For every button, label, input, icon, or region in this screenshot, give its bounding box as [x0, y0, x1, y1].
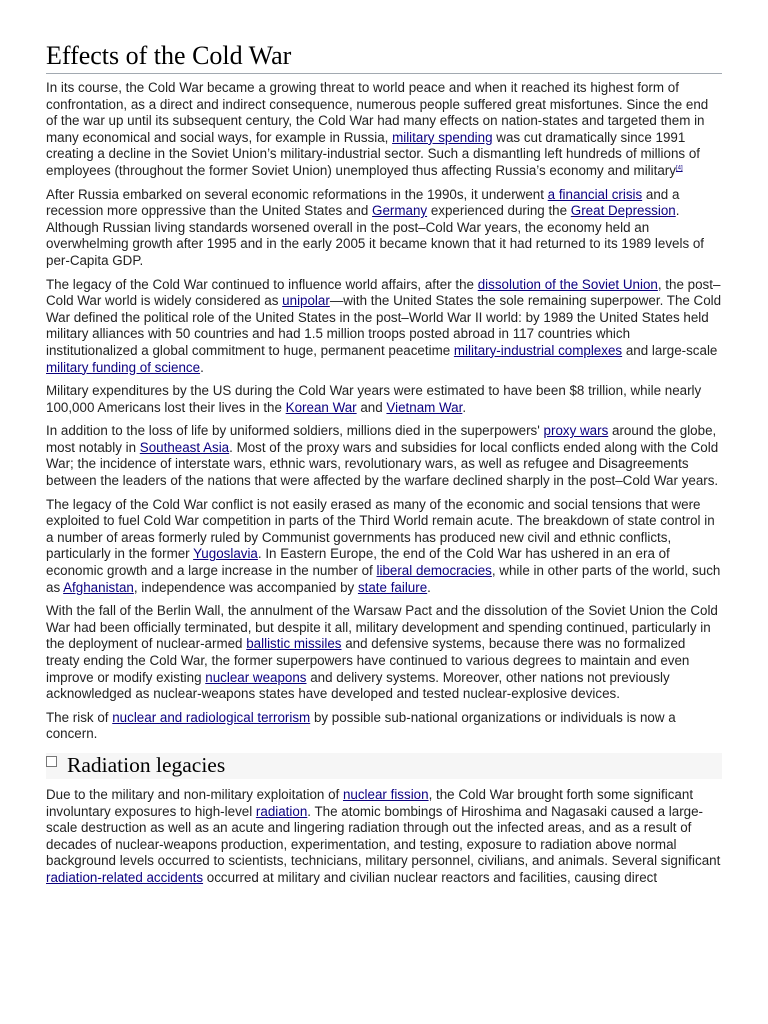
- text: and defensive systems, because there was no formalized treaty ending the Cold War, the former superpowers have continued to various degrees to maintain and even improve or modify existing: [46, 636, 690, 685]
- text: . Most of the proxy wars and subsidies for local conflicts ended along with the Cold War; the incidence of interstate wars, ethnic wars, revolutionary wars, as well as refugee and Disagreements between the leaders of the nations that were affected by the warfare declined sharply in the post–Cold War years.: [46, 439, 719, 489]
- text: Due to the military and non-military exploitation of: [46, 786, 343, 802]
- text: The legacy of the Cold War continued to influence world affairs, after the: [46, 276, 478, 292]
- link-dissolution-soviet-union[interactable]: dissolution of the Soviet Union: [477, 276, 658, 292]
- link-liberal-democracies[interactable]: liberal democracies: [376, 563, 492, 579]
- paragraph-4: [46, 383, 722, 416]
- link-afghanistan[interactable]: Afghanistan: [63, 579, 134, 595]
- text: After Russia embarked on several economic reformations in the 1990s, it underwent: [46, 186, 548, 202]
- text: occurred at military and civilian nuclear reactors and facilities, causing direct: [203, 869, 658, 885]
- link-proxy-wars[interactable]: proxy wars: [543, 423, 609, 439]
- link-nuclear-weapons[interactable]: nuclear weapons: [205, 669, 307, 685]
- link-nuclear-radiological-terrorism[interactable]: nuclear and radiological terrorism: [112, 709, 311, 725]
- text: experienced during the: [427, 203, 571, 219]
- text: was cut dramatically since 1991 creating a decline in the Soviet Union’s military-industrial sector. Such a dismantling left hundreds of millions of employees (throughout the former Soviet Union) unemployed thus affecting Russia’s economy and military: [46, 129, 700, 178]
- page-title: Effects of the Cold War: [46, 40, 722, 74]
- text: . The atomic bombings of Hiroshima and Nagasaki caused a large-scale destruction as well as an acute and lingering radiation through out the infected areas, and as a result of decades of nuclear-weapons production, experimentation, and testing, exposure to radiation above normal background levels occurred to scientists, technicians, military personnel, civilians, and animals. Several significant: [46, 803, 721, 869]
- text: by possible sub-national organizations or individuals is now a concern.: [46, 709, 676, 742]
- link-radiation-related-accidents[interactable]: radiation-related accidents: [46, 869, 204, 885]
- paragraph-2: [46, 187, 722, 270]
- link-korean-war[interactable]: Korean War: [285, 399, 357, 415]
- paragraph-7: [46, 603, 722, 703]
- link-radiation[interactable]: radiation: [255, 803, 308, 819]
- text: around the globe, most notably in: [46, 423, 717, 455]
- link-southeast-asia[interactable]: Southeast Asia: [139, 439, 230, 455]
- link-military-funding-of-science[interactable]: military funding of science: [46, 359, 201, 375]
- link-yugoslavia[interactable]: Yugoslavia: [193, 546, 258, 562]
- paragraph-3: [46, 277, 722, 377]
- text: and: [356, 399, 387, 415]
- text: Military expenditures by the US during the Cold War years were estimated to have been $8 trillion, while nearly 100,000 Americans lost their lives in the: [46, 383, 702, 415]
- text: and a recession more oppressive than the United States and: [46, 186, 680, 219]
- text: . Although Russian living standards worsened overall in the post–Cold War years, the economy held an overwhelming growth after 1995 and in the early 2005 it became known that it had returned to its 1989 levels of per-Capita GDP.: [46, 203, 705, 268]
- link-state-failure[interactable]: state failure: [357, 579, 428, 595]
- text: and large-scale: [622, 342, 718, 358]
- text: , while in other parts of the world, such as: [46, 563, 721, 595]
- section-heading-radiation-legacies: [46, 753, 722, 779]
- text: The risk of: [46, 709, 113, 725]
- text: . In Eastern Europe, the end of the Cold War has ushered in an era of economic growth and a large increase in the number of: [46, 546, 670, 579]
- text: , independence was accompanied by: [133, 579, 358, 595]
- text: , the Cold War brought forth some significant involuntary exposures to high-level: [46, 786, 694, 819]
- link-germany[interactable]: Germany: [372, 203, 428, 219]
- text: , the post–Cold War world is widely considered as: [46, 276, 721, 309]
- paragraph-5: [46, 423, 722, 489]
- paragraph-1: [46, 80, 722, 180]
- link-military-spending[interactable]: military spending: [392, 129, 493, 145]
- text: and delivery systems. Moreover, other nations not previously acknowledged as nuclear-weapons states have developed and tested nuclear-explosive devices.: [46, 669, 670, 702]
- text: In its course, the Cold War became a growing threat to world peace and when it reached its highest form of confrontation, as a direct and indirect consequence, numerous people suffered great misfortunes. Since the end of the war up until its subsequent century, the Cold War had many effects on nation-states and targeted them in many economical and social ways, for example in Russia,: [46, 80, 709, 145]
- paragraph-6: [46, 497, 722, 597]
- section-title: Radiation legacies: [67, 753, 226, 778]
- text: .: [462, 399, 467, 415]
- link-military-industrial-complexes[interactable]: military-industrial complexes: [453, 342, 623, 358]
- link-vietnam-war[interactable]: Vietnam War: [386, 399, 463, 415]
- text: In addition to the loss of life by uniformed soldiers, millions died in the superpowers': [46, 423, 544, 439]
- paragraph-9: [46, 787, 722, 887]
- reference-link[interactable]: [4]: [675, 165, 683, 172]
- paragraph-8: [46, 710, 722, 743]
- section-toggle-icon[interactable]: [46, 756, 57, 767]
- text: With the fall of the Berlin Wall, the annulment of the Warsaw Pact and the dissolution of the Soviet Union the Cold War had been officially terminated, but despite it all, military development and spending continued, particularly in the deployment of nuclear-armed: [46, 603, 718, 652]
- text: —with the United States the sole remaining superpower. The Cold War defined the political role of the United States in the post–World War II world: by 1989 the United States held military alliances with 50 countries and had 1.5 million troops posted abroad in 117 countries which institutionalized a global commitment to huge, permanent peacetime: [46, 293, 722, 358]
- link-ballistic-missiles[interactable]: ballistic missiles: [246, 636, 342, 652]
- link-unipolar[interactable]: unipolar: [282, 293, 330, 309]
- link-great-depression[interactable]: Great Depression: [570, 203, 676, 219]
- text: .: [427, 579, 431, 595]
- link-nuclear-fission[interactable]: nuclear fission: [342, 786, 429, 802]
- text: The legacy of the Cold War conflict is not easily erased as many of the economic and social tensions that were exploited to fuel Cold War competition in parts of the Third World remain acute. The breakdown of state control in a number of areas formerly ruled by Communist governments has produced new civil and ethnic conflicts, particularly in the former: [46, 496, 715, 562]
- text: .: [200, 359, 204, 375]
- article: [46, 40, 722, 894]
- link-financial-crisis[interactable]: a financial crisis: [547, 186, 643, 202]
